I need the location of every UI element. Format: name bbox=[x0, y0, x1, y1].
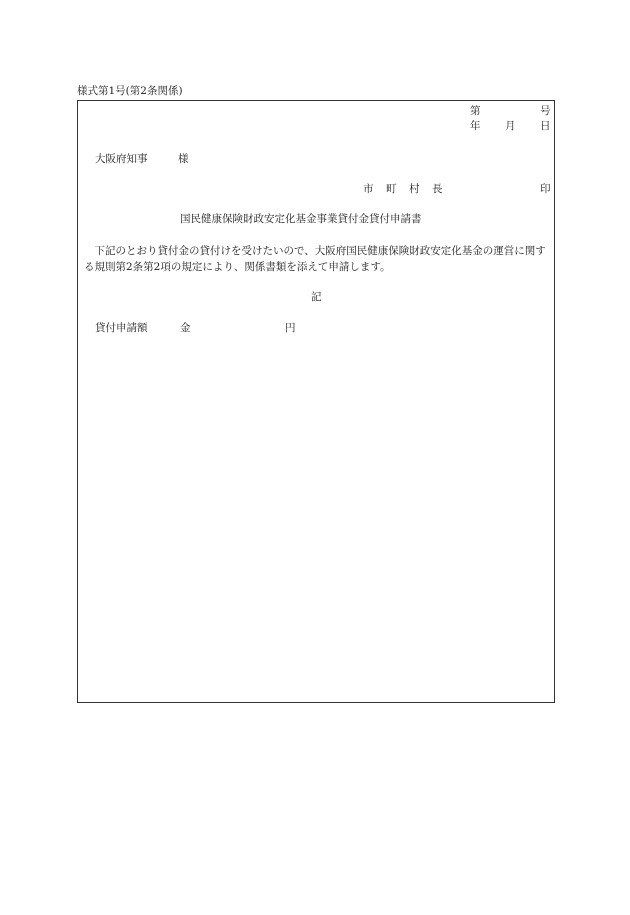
sender-title-char: 市 bbox=[363, 183, 374, 195]
date-month: 月 bbox=[505, 120, 516, 132]
amount-currency-prefix: 金 bbox=[180, 322, 191, 334]
form-number-label: 様式第1号(第2条関係) bbox=[77, 85, 183, 97]
sender-title-char: 町 bbox=[386, 183, 397, 195]
ki-mark: 記 bbox=[311, 291, 322, 303]
sender-title-char: 村 bbox=[409, 183, 420, 195]
document-title: 国民健康保険財政安定化基金事業貸付金貸付申請書 bbox=[180, 213, 422, 225]
date-day: 日 bbox=[540, 120, 551, 132]
body-paragraph: 下記のとおり貸付金の貸付けを受けたいので、大阪府国民健康保険財政安定化基金の運営に関する規則第2条第2項の規定により、関係書類を添えて申請します。 bbox=[84, 245, 546, 273]
form-frame bbox=[77, 100, 555, 703]
addressee-honorific: 様 bbox=[178, 153, 189, 165]
sender-title-char: 長 bbox=[432, 183, 443, 195]
seal-mark: 印 bbox=[540, 183, 551, 195]
number-prefix: 第 bbox=[470, 105, 481, 117]
date-year: 年 bbox=[470, 120, 481, 132]
amount-currency-unit: 円 bbox=[285, 322, 296, 334]
addressee-name: 大阪府知事 bbox=[95, 153, 148, 165]
amount-label: 貸付申請額 bbox=[95, 322, 148, 334]
number-suffix: 号 bbox=[540, 105, 551, 117]
